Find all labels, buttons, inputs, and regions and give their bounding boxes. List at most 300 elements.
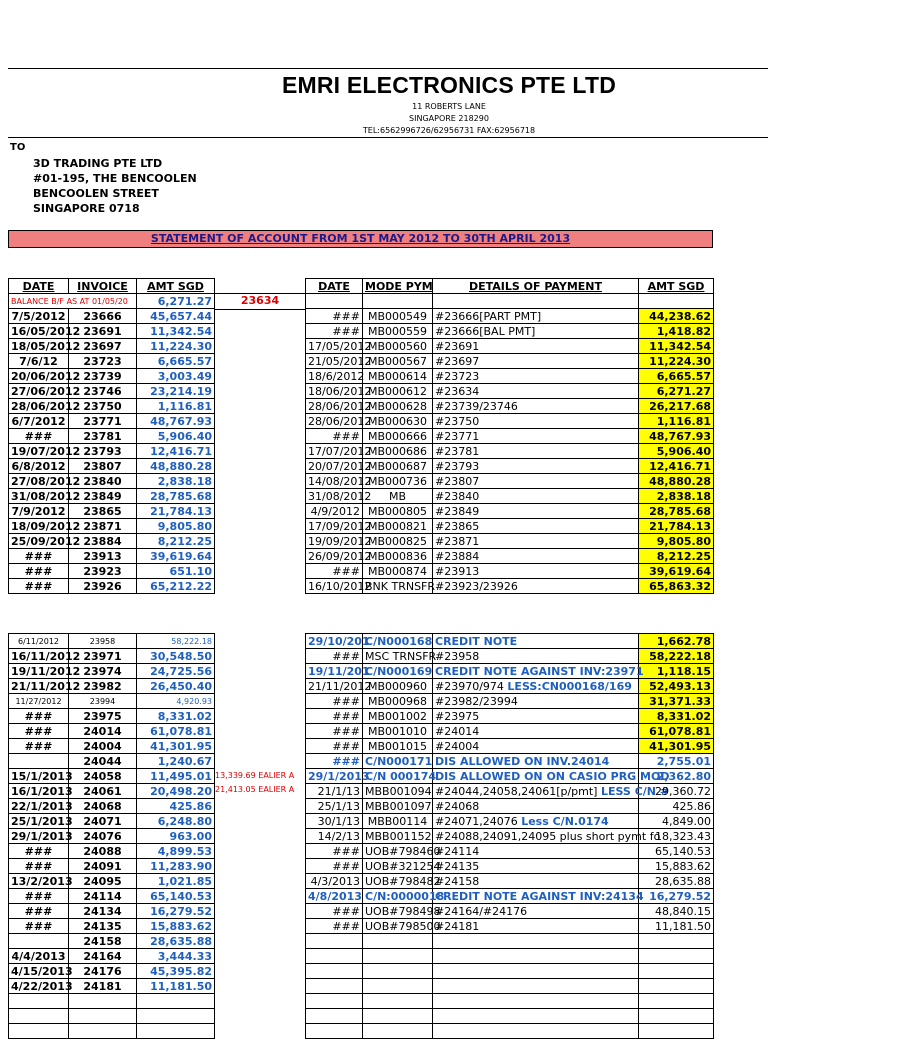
payment-date: ### [306,309,363,324]
invoice-date: ### [9,919,69,934]
payment-date: 4/9/2012 [306,504,363,519]
invoice-date: 28/06/2012 [9,399,69,414]
payment-row [306,799,714,814]
payment-date: ### [306,919,363,934]
invoice-amount: 28,785.68 [137,489,215,504]
payment-amount: 12,416.71 [639,459,714,474]
payment-mode: MSC TRNSFR [363,649,433,664]
invoice-row [9,564,215,579]
payment-amount: 61,078.81 [639,724,714,739]
invoice-row [9,784,215,799]
invoice-row [9,549,215,564]
invoice-number: 23807 [69,459,137,474]
empty-row [306,994,714,1009]
empty-row [306,1009,714,1024]
payment-amount: 2,838.18 [639,489,714,504]
payment-date: ### [306,694,363,709]
empty-cell [433,1009,639,1024]
invoice-number: 24058 [69,769,137,784]
invoice-date: ### [9,889,69,904]
payment-amount: 15,883.62 [639,859,714,874]
payment-date: 14/08/2012 [306,474,363,489]
invoice-number: 24158 [69,934,137,949]
empty-cell [639,1024,714,1039]
invoice-date: 13/2/2013 [9,874,69,889]
company-contact: TEL:6562996726/62956731 FAX:62956718 [362,126,536,135]
empty-row [306,1024,714,1039]
invoice-date: 29/1/2013 [9,829,69,844]
payment-mode: C/N000171 [363,754,433,769]
invoice-amount: 11,342.54 [137,324,215,339]
invoice-date: ### [9,564,69,579]
payment-spacer-row [306,294,714,309]
payment-row [306,519,714,534]
invoice-number: 23923 [69,564,137,579]
invoice-number: 23975 [69,709,137,724]
payment-mode: MB000628 [363,399,433,414]
payment-mode: MB000736 [363,474,433,489]
invoice-row [9,504,215,519]
invoice-number: 23884 [69,534,137,549]
payment-details [433,889,644,904]
invoice-row [9,709,215,724]
payment-mode: MB000805 [363,504,433,519]
invoice-row [9,889,215,904]
payment-row [306,564,714,579]
payment-amount: 8,331.02 [639,709,714,724]
payment-details: #23750 [433,414,639,429]
invoice-row [9,384,215,399]
invoice-row [9,739,215,754]
balance-label: BALANCE B/F AS AT 01/05/20 [9,294,137,309]
payment-mode: MB000968 [363,694,433,709]
invoice-amount: 24,725.56 [137,664,215,679]
invoice-number: 23697 [69,339,137,354]
payment-mode: BNK TRNSFR [363,579,433,594]
invoice-amount: 6,248.80 [137,814,215,829]
invoice-amount: 39,619.64 [137,549,215,564]
invoice-number: 23974 [69,664,137,679]
payment-row [306,309,714,324]
to-label: TO [10,142,26,153]
empty-cell [306,994,363,1009]
payment-amount: 28,635.88 [639,874,714,889]
payment-amount: 2,755.01 [639,754,714,769]
invoice-amount: 8,331.02 [137,709,215,724]
payment-details-text: #23982/23994 [435,694,518,708]
invoice-amount: 11,181.50 [137,979,215,994]
payment-row [306,829,714,844]
payment-date: 29/10/201 [306,634,363,649]
payment-date: 19/09/2012 [306,534,363,549]
payment-details [433,769,670,784]
invoice-date: 7/6/12 [9,354,69,369]
payment-row [306,549,714,564]
invoice-row [9,534,215,549]
invoice-amount: 1,240.67 [137,754,215,769]
payment-date: ### [306,754,363,769]
invoice-amount: 11,224.30 [137,339,215,354]
invoice-number: 23840 [69,474,137,489]
payment-details-text: #24004 [435,739,480,753]
payment-mode: C/N000169 [363,664,433,679]
empty-cell [69,1024,137,1039]
payment-row [306,844,714,859]
payment-row [306,814,714,829]
payment-mode: UOB#798482 [363,874,433,889]
payment-row [306,354,714,369]
invoice-amount: 28,635.88 [137,934,215,949]
payment-row [306,679,714,694]
payment-details [433,709,639,724]
invoice-row [9,339,215,354]
empty-cell [69,994,137,1009]
payment-mode: MB000559 [363,324,433,339]
payment-mode: MB000549 [363,309,433,324]
payment-details [433,784,670,799]
invoice-row [9,324,215,339]
payment-details: #23807 [433,474,639,489]
invoice-amount: 12,416.71 [137,444,215,459]
payment-date: ### [306,564,363,579]
payment-details-text: #24071,24076 [435,814,518,828]
invoice-amount: 5,906.40 [137,429,215,444]
invoice-date: 19/07/2012 [9,444,69,459]
payment-amount: 6,665.57 [639,369,714,384]
invoice-number: 24044 [69,754,137,769]
invoice-number: 23871 [69,519,137,534]
customer-line1: 3D TRADING PTE LTD [33,157,163,170]
payment-row [306,769,714,784]
invoice-row [9,934,215,949]
company-address-line2: SINGAPORE 218290 [409,114,489,123]
invoice-amount: 1,116.81 [137,399,215,414]
empty-cell [363,964,433,979]
payment-details-note: LESS C/N # [600,784,670,798]
customer-line2: #01-195, THE BENCOOLEN [33,172,197,185]
payment-details: #23691 [433,339,639,354]
payment-details: #23723 [433,369,639,384]
payment-date: 28/06/2012 [306,399,363,414]
empty-cell [363,1009,433,1024]
invoice-number: 24134 [69,904,137,919]
invoice-amount: 8,212.25 [137,534,215,549]
payment-date: 17/09/2012 [306,519,363,534]
payment-mode: MBB00114 [363,814,433,829]
payment-date: 19/11/201 [306,664,363,679]
invoice-row [9,874,215,889]
payment-amount: 26,217.68 [639,399,714,414]
note-earlier-2: 21,413.05 EALIER A [215,785,295,794]
invoice-number: 23666 [69,309,137,324]
invoice-row [9,829,215,844]
payment-date: 28/06/2012 [306,414,363,429]
invoice-amount: 963.00 [137,829,215,844]
invoice-date: 16/05/2012 [9,324,69,339]
invoice-amount: 6,665.57 [137,354,215,369]
invoice-date: 20/06/2012 [9,369,69,384]
empty-cell [433,1024,639,1039]
payment-details [433,859,639,874]
payment-row [306,474,714,489]
empty-cell [306,964,363,979]
payment-details: #23865 [433,519,639,534]
invoice-date: 4/4/2013 [9,949,69,964]
invoice-date: 7/5/2012 [9,309,69,324]
invoice-number: 23746 [69,384,137,399]
payment-row [306,649,714,664]
payment-date: ### [306,649,363,664]
payment-date: 25/1/13 [306,799,363,814]
invoice-row [9,309,215,324]
payment-date: ### [306,709,363,724]
invoice-row [9,979,215,994]
invoice-date: ### [9,739,69,754]
invoice-amount: 30,548.50 [137,649,215,664]
payment-details-text: #23975 [435,709,480,723]
payment-amount: 29,360.72 [639,784,714,799]
payment-row [306,634,714,649]
invoice-row [9,814,215,829]
invoice-number: 24014 [69,724,137,739]
empty-cell [306,1009,363,1024]
payment-mode: C/N 000174 [363,769,433,784]
company-name: EMRI ELECTRONICS PTE LTD [281,72,617,98]
invoice-date: 6/8/2012 [9,459,69,474]
invoice-amount: 61,078.81 [137,724,215,739]
invoice-date: 27/06/2012 [9,384,69,399]
payment-details [433,844,639,859]
payment-amount: 48,880.28 [639,474,714,489]
payment-details: #23781 [433,444,639,459]
invoice-date: ### [9,859,69,874]
invoice-number: 23926 [69,579,137,594]
invoice-row [9,919,215,934]
payment-details: #23913 [433,564,639,579]
payment-details [433,754,639,769]
top-rule [8,68,768,69]
invoice-number: 24076 [69,829,137,844]
invoice-date: 31/08/2012 [9,489,69,504]
payment-details: #23739/23746 [433,399,639,414]
payment-date: 17/05/2012 [306,339,363,354]
payment-table-2 [305,633,714,1039]
payment-mode: MB000836 [363,549,433,564]
invoice-number: 24135 [69,919,137,934]
payment-mode: MBB001094 [363,784,433,799]
invoice-date: 6/11/2012 [9,634,69,649]
payment-amount: 6,271.27 [639,384,714,399]
payment-amount: 44,238.62 [639,309,714,324]
payment-amount: 1,662.78 [639,634,714,649]
payment-date: ### [306,844,363,859]
empty-row [9,1009,215,1024]
empty-row [306,934,714,949]
payment-amount: 8,212.25 [639,549,714,564]
invoice-number: 23865 [69,504,137,519]
invoice-row [9,664,215,679]
invoice-amount: 16,279.52 [137,904,215,919]
payment-details: #23840 [433,489,639,504]
invoice-number: 23849 [69,489,137,504]
payment-amount: 9,805.80 [639,534,714,549]
payment-details-text: CREDIT NOTE [435,634,518,648]
invoice-row [9,769,215,784]
payment-row [306,919,714,934]
invoice-number: 24164 [69,949,137,964]
invoice-row [9,399,215,414]
empty-cell [9,1009,69,1024]
invoice-amount: 1,021.85 [137,874,215,889]
invoice-number: 24114 [69,889,137,904]
payment-amount: 4,849.00 [639,814,714,829]
payment-date: 29/1/2013 [306,769,363,784]
payment-date: ### [306,724,363,739]
payment-mode: MB000960 [363,679,433,694]
payment-date: 21/05/2012 [306,354,363,369]
empty-cell [306,934,363,949]
payment-details-text: #24181 [435,919,480,933]
payment-mode: MB001002 [363,709,433,724]
empty-cell [433,994,639,1009]
invoice-date [9,934,69,949]
payment-mode: MB000614 [363,369,433,384]
empty-cell [137,1009,215,1024]
payment-row [306,694,714,709]
empty-cell [137,994,215,1009]
payment-date: 4/8/2013 [306,889,363,904]
payment-date: 4/3/2013 [306,874,363,889]
payment-date: 18/06/2012 [306,384,363,399]
balance-row [9,294,215,309]
invoice-amount: 425.86 [137,799,215,814]
invoice-row [9,724,215,739]
payment-row [306,459,714,474]
invoice-amount: 48,767.93 [137,414,215,429]
payment-row [306,489,714,504]
invoice-number: 24176 [69,964,137,979]
invoice-date: 25/1/2013 [9,814,69,829]
payment-amount: 1,116.81 [639,414,714,429]
invoice-number: 23781 [69,429,137,444]
customer-line4: SINGAPORE 0718 [33,202,140,215]
payment-mode: MB000567 [363,354,433,369]
empty-row [306,979,714,994]
header-invoice: INVOICE [69,279,137,294]
payment-details [433,694,639,709]
company-address-line1: 11 ROBERTS LANE [412,102,486,111]
header-mode: MODE PYM [363,279,433,294]
invoice-amount: 11,495.01 [137,769,215,784]
invoice-date: ### [9,724,69,739]
empty-cell [363,994,433,1009]
empty-cell [306,979,363,994]
header-pay-date: DATE [306,279,363,294]
payment-row [306,504,714,519]
payment-date: 14/2/13 [306,829,363,844]
empty-cell [639,994,714,1009]
payment-mode: UOB#798498 [363,904,433,919]
invoice-amount: 45,395.82 [137,964,215,979]
payment-amount: 31,371.33 [639,694,714,709]
invoice-amount: 11,283.90 [137,859,215,874]
invoice-amount: 3,003.49 [137,369,215,384]
invoice-date: 15/1/2013 [9,769,69,784]
invoice-number: 24088 [69,844,137,859]
invoice-date: 18/09/2012 [9,519,69,534]
payment-details [433,724,639,739]
invoice-table-2 [8,633,215,1039]
payment-date: ### [306,324,363,339]
header-amt: AMT SGD [137,279,215,294]
empty-cell [639,934,714,949]
invoice-date: 21/11/2012 [9,679,69,694]
payment-details [433,919,639,934]
invoice-number: 23982 [69,679,137,694]
payment-mode: UOB#798500 [363,919,433,934]
payment-row [306,904,714,919]
payment-amount: 39,619.64 [639,564,714,579]
payment-table-1 [305,278,714,594]
payment-amount: 18,323.43 [639,829,714,844]
payment-details: #23871 [433,534,639,549]
empty-cell [363,949,433,964]
invoice-number: 23771 [69,414,137,429]
invoice-date: ### [9,549,69,564]
payment-date: 17/07/2012 [306,444,363,459]
invoice-row [9,429,215,444]
payment-details [433,814,639,829]
payment-details [433,829,661,844]
payment-row [306,709,714,724]
invoice-amount: 65,140.53 [137,889,215,904]
payment-row [306,534,714,549]
payment-amount: 5,906.40 [639,444,714,459]
invoice-number: 23994 [69,694,137,709]
header-details: DETAILS OF PAYMENT [433,279,639,294]
invoice-row [9,369,215,384]
payment-mode: MB001010 [363,724,433,739]
payment-details-text: DIS ALLOWED ON ON CASIO PRG MOD [435,769,670,783]
invoice-date: ### [9,709,69,724]
payment-mode: MBB001097 [363,799,433,814]
invoice-row [9,754,215,769]
payment-mode: MB000686 [363,444,433,459]
payment-header-row [306,279,714,294]
payment-mode: MB000612 [363,384,433,399]
invoice-number: 23750 [69,399,137,414]
payment-date: 20/07/2012 [306,459,363,474]
invoice-number: 24071 [69,814,137,829]
invoice-row [9,444,215,459]
payment-details-text: #24044,24058,24061[p/pmt] [435,784,598,798]
invoice-row [9,519,215,534]
payment-mode: MBB001152 [363,829,433,844]
payment-details-text: #23958 [435,649,480,663]
payment-details: #23923/23926 [433,579,639,594]
invoice-number: 23971 [69,649,137,664]
invoice-row [9,354,215,369]
invoice-number: 24091 [69,859,137,874]
payment-details: #23849 [433,504,639,519]
empty-cell [433,979,639,994]
payment-row [306,724,714,739]
invoice-amount: 45,657.44 [137,309,215,324]
payment-mode: MB000560 [363,339,433,354]
balance-amount: 6,271.27 [137,294,215,309]
payment-row [306,324,714,339]
payment-date: 21/1/13 [306,784,363,799]
